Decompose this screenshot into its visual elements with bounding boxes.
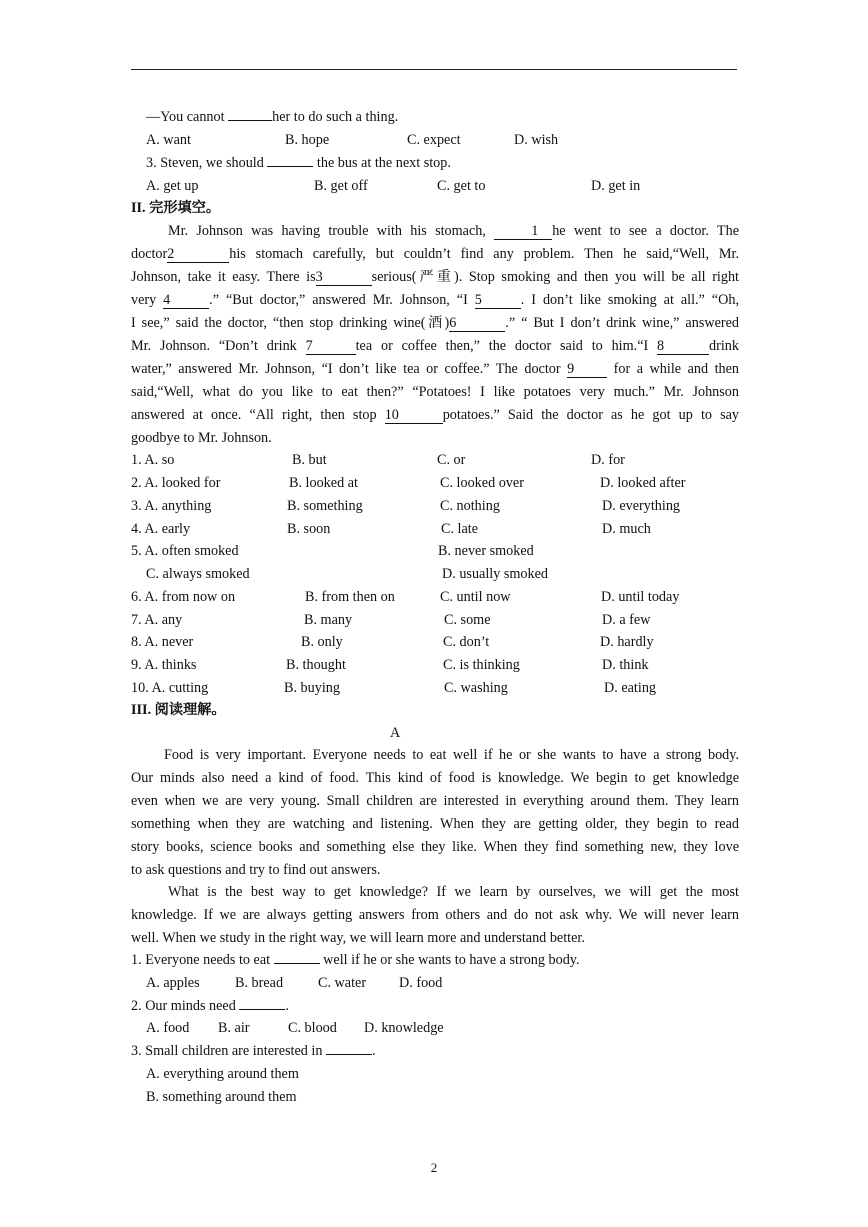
option: A. want [146,132,191,148]
header-rule [131,69,737,70]
blank-number: 3 [316,270,372,286]
page-number: 2 [430,1160,438,1175]
option: 4. A. early [131,521,191,537]
option: D. hardly [600,634,654,650]
reading-heading: III. 阅读理解。 [131,702,226,718]
option: C. always smoked [146,566,250,582]
option: A. everything around them [146,1066,299,1082]
option: B. looked at [289,475,358,491]
option: D. think [602,657,649,673]
option: D. everything [602,498,681,514]
reading-question-1: 1. Everyone needs to eat well if he or she wants to have a strong body. [131,952,580,968]
option: C. get to [437,178,486,194]
option: B. hope [285,132,330,148]
paragraph-line: story books, science books and something else they like. When they find something new, they love [131,839,739,855]
paragraph-line: even when we are very young. Small children are interested in everything around them. They learn [131,793,739,809]
option: B. get off [314,178,368,194]
cloze-line: Mr. Johnson was having trouble with his stomach, 1 he went to see a doctor. The [168,223,739,239]
cloze-line: goodbye to Mr. Johnson. [131,430,272,446]
option: B. bread [235,975,284,991]
option: C. blood [288,1020,337,1036]
option: 9. A. thinks [131,657,197,673]
cloze-line: said,“Well, what do you like to eat then?” “Potatoes! I like potatoes very much.” Mr. Johnson [131,384,739,400]
paragraph-line: knowledge. If we are always getting answers from others and do not ask why. We will never learn [131,907,739,923]
paragraph-line: something when they are watching and listening. When they are getting older, they begin to read [131,816,739,832]
option: D. usually smoked [442,566,549,582]
option: B. thought [286,657,346,673]
reading-question-3: 3. Small children are interested in . [131,1043,376,1059]
option: C. until now [440,589,511,605]
option: B. only [301,634,343,650]
option: 8. A. never [131,634,194,650]
option: B. never smoked [438,543,534,559]
cloze-heading: II. 完形填空。 [131,200,221,216]
blank-number: 2 [167,247,229,263]
option: B. something [287,498,363,514]
option: C. is thinking [443,657,520,673]
option: 5. A. often smoked [131,543,239,559]
option: 6. A. from now on [131,589,236,605]
blank-number: 1 [494,224,552,240]
option: A. get up [146,178,199,194]
option: C. some [444,612,491,628]
option: 2. A. looked for [131,475,221,491]
option: B. many [304,612,353,628]
option: B. but [292,452,327,468]
blank-number: 7 [306,339,356,355]
option: D. for [591,452,625,468]
cloze-line: answered at once. “All right, then stop 10 potatoes.” Said the doctor as he got up to say [131,407,739,423]
option: C. or [437,452,466,468]
cloze-line: very 4 .” “But doctor,” answered Mr. Johnson, “I 5 . I don’t like smoking at all.” “Oh, [131,292,739,308]
question-3: 3. Steven, we should the bus at the next stop. [146,155,451,171]
option: B. something around them [146,1089,297,1105]
option: B. buying [284,680,340,696]
option: D. get in [591,178,641,194]
option: B. air [218,1020,250,1036]
blank-number: 5 [475,293,521,309]
blank-number: 8 [657,339,709,355]
cloze-line: water,” answered Mr. Johnson, “I don’t like tea or coffee.” The doctor 9 for a while and then [131,361,739,377]
section-label: A [390,725,401,741]
option: C. late [441,521,479,537]
option: D. looked after [600,475,686,491]
blank-number: 6 [449,316,505,332]
option: 7. A. any [131,612,183,628]
cloze-line: I see,” said the doctor, “then stop drinking wine(酒)6 .” “ But I don’t drink wine,” answered [131,315,739,331]
blank-number: 9 [567,362,607,378]
option: A. apples [146,975,200,991]
option: C. don’t [443,634,490,650]
option: D. food [399,975,443,991]
option: C. expect [407,132,461,148]
cloze-line: doctor2 his stomach carefully, but couldn’t find any problem. Then he said,“Well, Mr. [131,246,739,262]
cloze-line: Mr. Johnson. “Don’t drink 7 tea or coffee then,” the doctor said to him.“I 8 drink [131,338,739,354]
paragraph-line: Our minds also need a kind of food. This kind of food is knowledge. We begin to get knowledge [131,770,739,786]
option: 10. A. cutting [131,680,209,696]
option: D. a few [602,612,651,628]
option: D. eating [604,680,657,696]
dialogue-line: —You cannot her to do such a thing. [146,109,399,125]
option: C. washing [444,680,508,696]
option: B. soon [287,521,331,537]
reading-question-2: 2. Our minds need . [131,998,289,1014]
option: D. until today [601,589,680,605]
option: D. knowledge [364,1020,444,1036]
option: A. food [146,1020,190,1036]
option: C. water [318,975,367,991]
paragraph-line: to ask questions and try to find out answers. [131,862,381,878]
option: C. looked over [440,475,524,491]
paragraph-line: What is the best way to get knowledge? If we learn by ourselves, we will get the most [168,884,739,900]
option: 3. A. anything [131,498,212,514]
option: D. much [602,521,651,537]
option: D. wish [514,132,559,148]
blank-number: 4 [163,293,209,309]
option: 1. A. so [131,452,175,468]
blank-number: 10 [385,408,443,424]
paragraph-line: Food is very important. Everyone needs to eat well if he or she wants to have a strong body. [164,747,739,763]
cloze-line: Johnson, take it easy. There is3 serious(严重). Stop smoking and then you will be all right [131,269,739,285]
option: C. nothing [440,498,500,514]
paragraph-line: well. When we study in the right way, we will learn more and understand better. [131,930,585,946]
option: B. from then on [305,589,395,605]
